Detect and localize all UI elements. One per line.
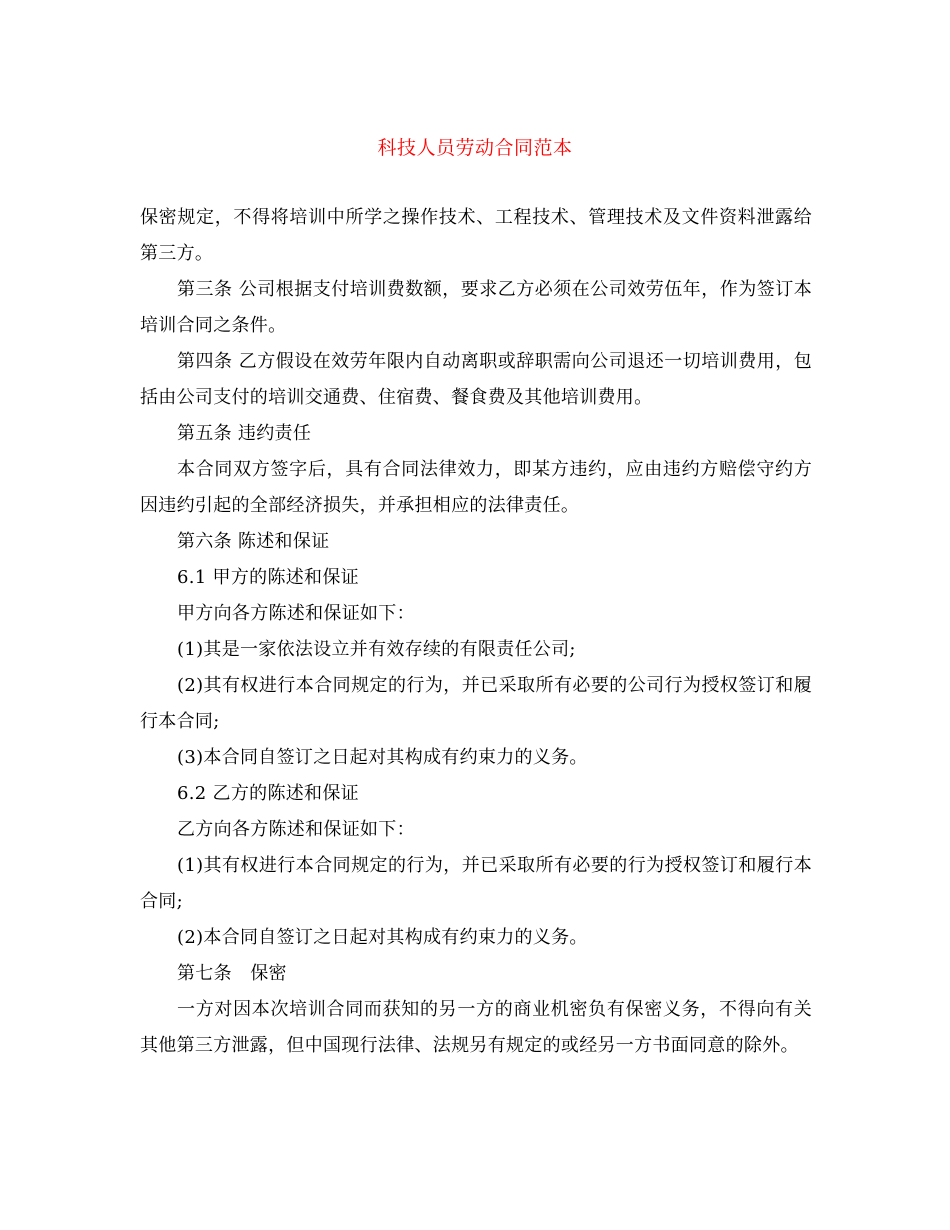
document-body xyxy=(140,200,812,1064)
document-title: 科技人员劳动合同范本 xyxy=(377,137,573,159)
paragraph: 一方对因本次培训合同而获知的另一方的商业机密负有保密义务，不得向有关其他第三方泄露，但中国现行法律、法规另有规定的或经另一方书面同意的除外。 xyxy=(140,999,812,1056)
paragraph: 第五条 违约责任 xyxy=(177,423,312,444)
paragraph: 第六条 陈述和保证 xyxy=(177,531,330,552)
paragraph: (1)其有权进行本合同规定的行为，并已采取所有必要的行为授权签订和履行本合同; xyxy=(140,855,812,912)
paragraph: 6.1 甲方的陈述和保证 xyxy=(177,567,359,588)
paragraph: 本合同双方签字后，具有合同法律效力，即某方违约，应由违约方赔偿守约方因违约引起的全部经济损失，并承担相应的法律责任。 xyxy=(140,459,812,516)
paragraph: 第四条 乙方假设在效劳年限内自动离职或辞职需向公司退还一切培训费用，包括由公司支付的培训交通费、住宿费、餐食费及其他培训费用。 xyxy=(140,351,812,408)
paragraph: 甲方向各方陈述和保证如下： xyxy=(177,603,415,624)
paragraph: 乙方向各方陈述和保证如下： xyxy=(177,819,415,840)
paragraph: 第三条 公司根据支付培训费数额，要求乙方必须在公司效劳伍年，作为签订本培训合同之条件。 xyxy=(140,279,812,336)
paragraph: (2)其有权进行本合同规定的行为，并已采取所有必要的公司行为授权签订和履行本合同; xyxy=(140,675,812,732)
paragraph: (1)其是一家依法设立并有效存续的有限责任公司; xyxy=(177,639,576,660)
paragraph: (2)本合同自签订之日起对其构成有约束力的义务。 xyxy=(177,927,588,948)
paragraph: 保密规定，不得将培训中所学之操作技术、工程技术、管理技术及文件资料泄露给第三方。 xyxy=(140,207,812,264)
paragraph: 第七条 保密 xyxy=(177,963,287,984)
paragraph: 6.2 乙方的陈述和保证 xyxy=(177,783,359,804)
paragraph: (3)本合同自签订之日起对其构成有约束力的义务。 xyxy=(177,747,588,768)
